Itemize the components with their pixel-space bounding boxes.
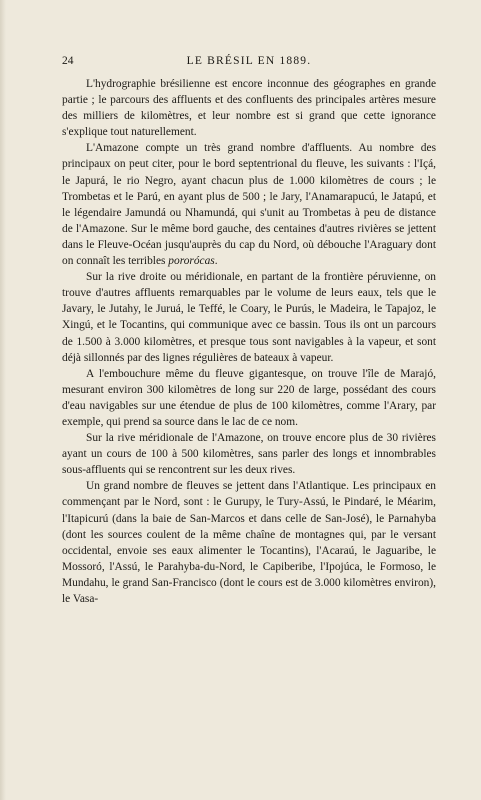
page-number: 24 [62, 55, 74, 67]
paragraph-hydrography: L'hydrographie brésilienne est encore inconnue des géographes en grande partie ; le parcours des affluents et des confluents des principales artères mesure des milliers de kilomètres, et leur nombre est si grand que cette ignorance s'explique tout naturellement. [62, 78, 436, 139]
running-title: LE BRÉSIL EN 1889. [186, 55, 312, 67]
paragraph-southern-rivers: Sur la rive méridionale de l'Amazone, on trouve encore plus de 30 rivières ayant un cours de 100 à 500 kilomètres, sans parler des longs et innombrables sous-affluents qui se rencontrent sur les deux rives. [62, 432, 436, 477]
paragraph-amazon-tributaries-north [62, 140, 436, 269]
page-header [62, 54, 436, 68]
paragraph-amazon-tributaries-north-text: L'Amazone compte un très grand nombre d'affluents. Au nombre des principaux on peut citer, pour le bord septentrional du fleuve, les suivants : l'Içá, le Japurá, le rio Negro, ayant chacun plus de 1.000 kilomètres de cours ; le Trombetas et le Parú, en ayant plus de 500 ; le Jary, l'Anamarapucú, le Jatapú, et le légendaire Jamundá ou Nhamundá, qui s'unit au Trombetas à peu de distance de l'Amazone. Sur le même bord gauche, des centaines d'autres rivières se jettent dans le Fleuve-Océan jusqu'auprès du cap du Nord, où débouche l'Araguary dont on connaît les terribles [62, 142, 436, 268]
italic-term-suffix: . [214, 255, 218, 268]
paragraph-atlantic-rivers: Un grand nombre de fleuves se jettent dans l'Atlantique. Les principaux en commençant par le Nord, sont : le Gurupy, le Tury-Assú, le Pindaré, le Méarim, l'Itapicurú (dans la baie de San-Marcos et dans celle de San-José), le Parnahyba (dont les sources coulent de la même chaîne de montagnes qui, par le versant occidental, envoie ses eaux alimenter le Tocantins), l'Acaraú, le Jaguaribe, le Mossoró, l'Assú, le Parahyba-du-Nord, le Capiberibe, l'Ipojúca, le Formoso, le Mundahu, le grand San-Francisco (dont le cours est de 3.000 kilomètres environ), le Vasa- [62, 480, 436, 605]
italic-term-pororocas: pororócas [168, 255, 215, 268]
body-text [62, 76, 436, 607]
paragraph-marajo-island: A l'embouchure même du fleuve gigantesque, on trouve l'île de Marajó, mesurant environ 300 kilomètres de long sur 220 de large, possédant des cours d'eau navigables sur une étendue de plus de 100 kilomètres, comme l'Arary, par exemple, qui prend sa source dans le lac de ce nom. [62, 367, 436, 428]
paragraph-amazon-tributaries-south: Sur la rive droite ou méridionale, en partant de la frontière péruvienne, on trouve d'autres affluents remarquables par le volume de leurs eaux, tels que le Javary, le Jutahy, le Juruá, le Teffé, le Coary, le Purús, le Madeira, le Tapajoz, le Xingú, et le Tocantins, qui communique avec ce bassin. Tous ils ont un parcours de 1.500 à 3.000 kilomètres, et presque tous sont navigables à la vapeur, et sont déjà sillonnés par des lignes régulières de bateaux à vapeur. [62, 271, 436, 364]
page-edge-shadow [0, 0, 6, 800]
